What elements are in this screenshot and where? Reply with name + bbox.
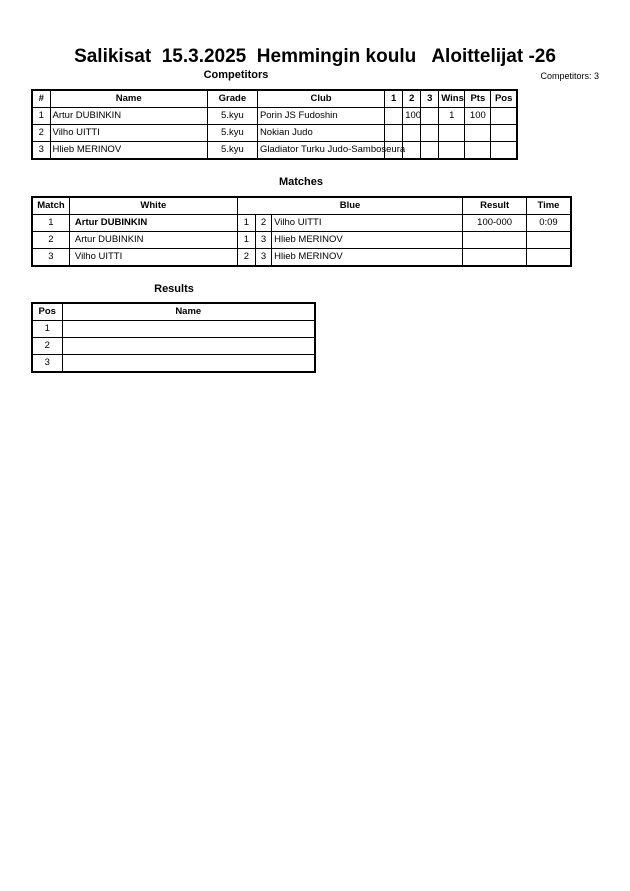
competitor-r3 bbox=[421, 108, 439, 125]
match-result bbox=[463, 232, 527, 249]
blue-number: 3 bbox=[255, 249, 271, 267]
blue-competitor: Vilho UITTI bbox=[272, 215, 463, 232]
match-time: 0:09 bbox=[526, 215, 571, 232]
col-header-pos: Pos bbox=[491, 90, 517, 108]
competitor-num: 1 bbox=[32, 108, 50, 125]
table-row bbox=[32, 108, 517, 125]
table-row bbox=[32, 321, 315, 338]
competitor-r1 bbox=[385, 108, 403, 125]
competitor-wins bbox=[439, 142, 465, 160]
table-row bbox=[32, 249, 571, 267]
match-result bbox=[463, 249, 527, 267]
result-name bbox=[62, 321, 315, 338]
competitor-r2: 100 bbox=[403, 108, 421, 125]
col-header-time: Time bbox=[526, 197, 571, 215]
table-row bbox=[32, 232, 571, 249]
col-header-result: Result bbox=[463, 197, 527, 215]
results-header-row bbox=[32, 303, 315, 321]
white-number: 1 bbox=[237, 232, 255, 249]
result-pos: 1 bbox=[32, 321, 62, 338]
competitor-pts: 100 bbox=[465, 108, 491, 125]
col-header-r1: 1 bbox=[385, 90, 403, 108]
white-competitor: Artur DUBINKIN bbox=[69, 232, 237, 249]
blue-number: 3 bbox=[255, 232, 271, 249]
table-row bbox=[32, 355, 315, 373]
competitor-pos bbox=[491, 108, 517, 125]
competitor-r3 bbox=[421, 142, 439, 160]
competitor-club: Gladiator Turku Judo-Samboseura bbox=[257, 142, 384, 160]
competitor-grade: 5.kyu bbox=[207, 108, 257, 125]
blue-competitor: Hlieb MERINOV bbox=[272, 232, 463, 249]
table-row bbox=[32, 215, 571, 232]
match-result: 100-000 bbox=[463, 215, 527, 232]
col-header-r3: 3 bbox=[421, 90, 439, 108]
white-number: 1 bbox=[237, 215, 255, 232]
table-row bbox=[32, 338, 315, 355]
blue-number: 2 bbox=[255, 215, 271, 232]
white-competitor: Vilho UITTI bbox=[69, 249, 237, 267]
competitors-heading: Competitors bbox=[203, 69, 269, 81]
matches-heading: Matches bbox=[278, 176, 324, 188]
result-pos: 2 bbox=[32, 338, 62, 355]
col-header-blue: Blue bbox=[237, 197, 462, 215]
col-header-name: Name bbox=[50, 90, 207, 108]
table-row bbox=[32, 125, 517, 142]
match-number: 3 bbox=[32, 249, 69, 267]
competitor-pos bbox=[491, 125, 517, 142]
col-header-wins: Wins bbox=[439, 90, 465, 108]
match-number: 2 bbox=[32, 232, 69, 249]
result-name bbox=[62, 338, 315, 355]
results-table bbox=[31, 302, 316, 373]
competitor-pts bbox=[465, 142, 491, 160]
competitor-num: 3 bbox=[32, 142, 50, 160]
competitor-club: Porin JS Fudoshin bbox=[257, 108, 384, 125]
col-header-num: # bbox=[32, 90, 50, 108]
white-number: 2 bbox=[237, 249, 255, 267]
col-header-pos: Pos bbox=[32, 303, 62, 321]
competitor-r1 bbox=[385, 125, 403, 142]
col-header-white: White bbox=[69, 197, 237, 215]
page-title: Salikisat 15.3.2025 Hemmingin koulu Aloittelijat -26 bbox=[74, 46, 556, 67]
col-header-match: Match bbox=[32, 197, 69, 215]
competitor-wins: 1 bbox=[439, 108, 465, 125]
col-header-name: Name bbox=[62, 303, 315, 321]
matches-table bbox=[31, 196, 572, 267]
competitors-count: Competitors: 3 bbox=[540, 71, 599, 81]
competitor-club: Nokian Judo bbox=[257, 125, 384, 142]
white-competitor: Artur DUBINKIN bbox=[69, 215, 237, 232]
competitor-name: Vilho UITTI bbox=[50, 125, 207, 142]
competitor-r2 bbox=[403, 125, 421, 142]
competitor-r2 bbox=[403, 142, 421, 160]
competitor-r3 bbox=[421, 125, 439, 142]
competitor-grade: 5.kyu bbox=[207, 142, 257, 160]
result-pos: 3 bbox=[32, 355, 62, 373]
competitors-table bbox=[31, 89, 518, 160]
result-name bbox=[62, 355, 315, 373]
blue-competitor: Hlieb MERINOV bbox=[272, 249, 463, 267]
competitor-wins bbox=[439, 125, 465, 142]
competitor-name: Hlieb MERINOV bbox=[50, 142, 207, 160]
competitors-header-row bbox=[32, 90, 517, 108]
table-row bbox=[32, 142, 517, 160]
match-time bbox=[526, 232, 571, 249]
competitor-grade: 5.kyu bbox=[207, 125, 257, 142]
col-header-pts: Pts bbox=[465, 90, 491, 108]
matches-header-row bbox=[32, 197, 571, 215]
competitor-num: 2 bbox=[32, 125, 50, 142]
match-number: 1 bbox=[32, 215, 69, 232]
competitor-pos bbox=[491, 142, 517, 160]
col-header-r2: 2 bbox=[403, 90, 421, 108]
match-time bbox=[526, 249, 571, 267]
col-header-grade: Grade bbox=[207, 90, 257, 108]
col-header-club: Club bbox=[257, 90, 384, 108]
competitor-name: Artur DUBINKIN bbox=[50, 108, 207, 125]
competitor-pts bbox=[465, 125, 491, 142]
results-heading: Results bbox=[154, 283, 194, 295]
